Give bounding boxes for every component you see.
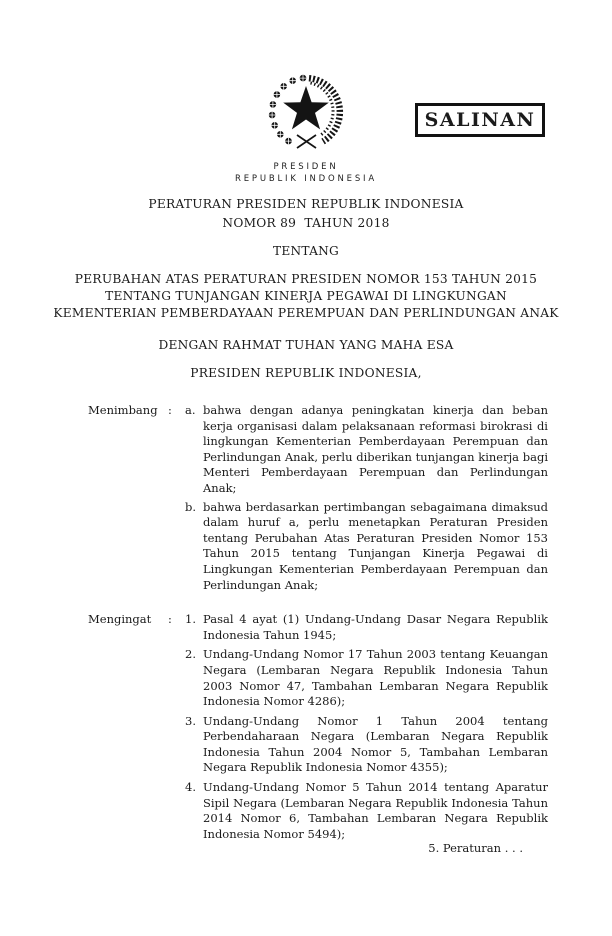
subject-line1: PERUBAHAN ATAS PERATURAN PRESIDEN NOMOR 153 TAHUN 2015 <box>74 272 538 286</box>
garuda-star-wreath-icon <box>258 73 354 157</box>
star-icon <box>283 86 329 129</box>
item-marker: a. <box>185 403 196 417</box>
authority-line: PRESIDEN REPUBLIK INDONESIA, <box>190 366 422 380</box>
letterhead-line1: PRESIDEN <box>273 162 339 172</box>
invocation-line: DENGAN RAHMAT TUHAN YANG MAHA ESA <box>158 338 454 352</box>
title-block <box>30 196 582 382</box>
item-text: Undang-Undang Nomor 1 Tahun 2004 tentang Perbendaharaan Negara (Lembaran Negara Republik Indonesia Tahun 2004 Nomor 5, Tambahan Lembaran Negara Republik Indonesia Nomor 4355); <box>203 713 548 775</box>
regulation-number: NOMOR 89 TAHUN 2018 <box>222 216 390 230</box>
letterhead-line2: REPUBLIK INDONESIA <box>235 173 377 184</box>
item-marker: 2. <box>185 647 196 662</box>
about-label: TENTANG <box>272 244 340 258</box>
subject-line3: KEMENTERIAN PEMBERDAYAAN PEREMPUAN DAN PERLINDUNGAN ANAK <box>53 306 559 320</box>
body-block <box>88 403 548 842</box>
item-marker: 3. <box>185 713 196 728</box>
item-text: Pasal 4 ayat (1) Undang-Undang Dasar Negara Republik Indonesia Tahun 1945; <box>203 612 548 642</box>
regulation-subject <box>30 271 582 322</box>
salinan-stamp <box>415 103 545 137</box>
recalling-items <box>185 612 548 842</box>
item-marker: 1. <box>185 612 196 627</box>
item-marker: b. <box>185 499 197 514</box>
considering-colon: : <box>168 403 172 417</box>
list-item <box>185 647 548 709</box>
list-item <box>185 612 548 643</box>
item-text: Undang-Undang Nomor 5 Tahun 2014 tentang Aparatur Sipil Negara (Lembaran Negara Republik Indonesia Tahun 2014 Nomor 6, Tambahan Lembaran Negara Republik Indonesia Nomor 5494); <box>203 780 548 841</box>
wreath-stems-icon <box>297 135 316 148</box>
letterhead <box>0 162 612 185</box>
catchword: 5. Peraturan . . . <box>428 841 523 855</box>
item-text: bahwa dengan adanya peningkatan kinerja dan beban kerja organisasi dalam pelaksanaan reformasi birokrasi di lingkungan Kementerian Pemberdayaan Perempuan dan Perlindungan Anak, perlu diberikan tunjangan kinerja bagi Menteri Pemberdayaan Perempuan dan Perlindungan Anak; <box>203 403 548 495</box>
considering-label: Menimbang <box>88 403 158 417</box>
recalling-label: Mengingat <box>88 612 152 627</box>
recalling-colon: : <box>168 612 172 627</box>
salinan-stamp-label: SALINAN <box>424 109 536 131</box>
item-text: Undang-Undang Nomor 17 Tahun 2003 tentang Keuangan Negara (Lembaran Negara Republik Indonesia Tahun 2003 Nomor 47, Tambahan Lembaran Negara Republik Indonesia Nomor 4286); <box>203 647 548 709</box>
list-item <box>185 403 548 497</box>
presidential-emblem-icon <box>258 73 354 157</box>
list-item <box>185 780 548 842</box>
item-marker: 4. <box>185 780 196 795</box>
considering-items <box>185 403 548 593</box>
considering-section <box>88 403 548 593</box>
list-item <box>185 714 548 776</box>
item-text: bahwa berdasarkan pertimbangan sebagaimana dimaksud dalam huruf a, perlu menetapkan Peraturan Presiden tentang Perubahan Atas Peraturan Presiden Nomor 153 Tahun 2015 tentang Tunjangan Kinerja Pegawai di Lingkungan Kementerian Pemberdayaan Perempuan dan Perlindungan Anak; <box>203 499 548 592</box>
regulation-title: PERATURAN PRESIDEN REPUBLIK INDONESIA <box>148 197 464 211</box>
list-item <box>185 500 548 594</box>
subject-line2: TENTANG TUNJANGAN KINERJA PEGAWAI DI LINGKUNGAN <box>105 289 507 303</box>
recalling-section <box>88 612 548 842</box>
